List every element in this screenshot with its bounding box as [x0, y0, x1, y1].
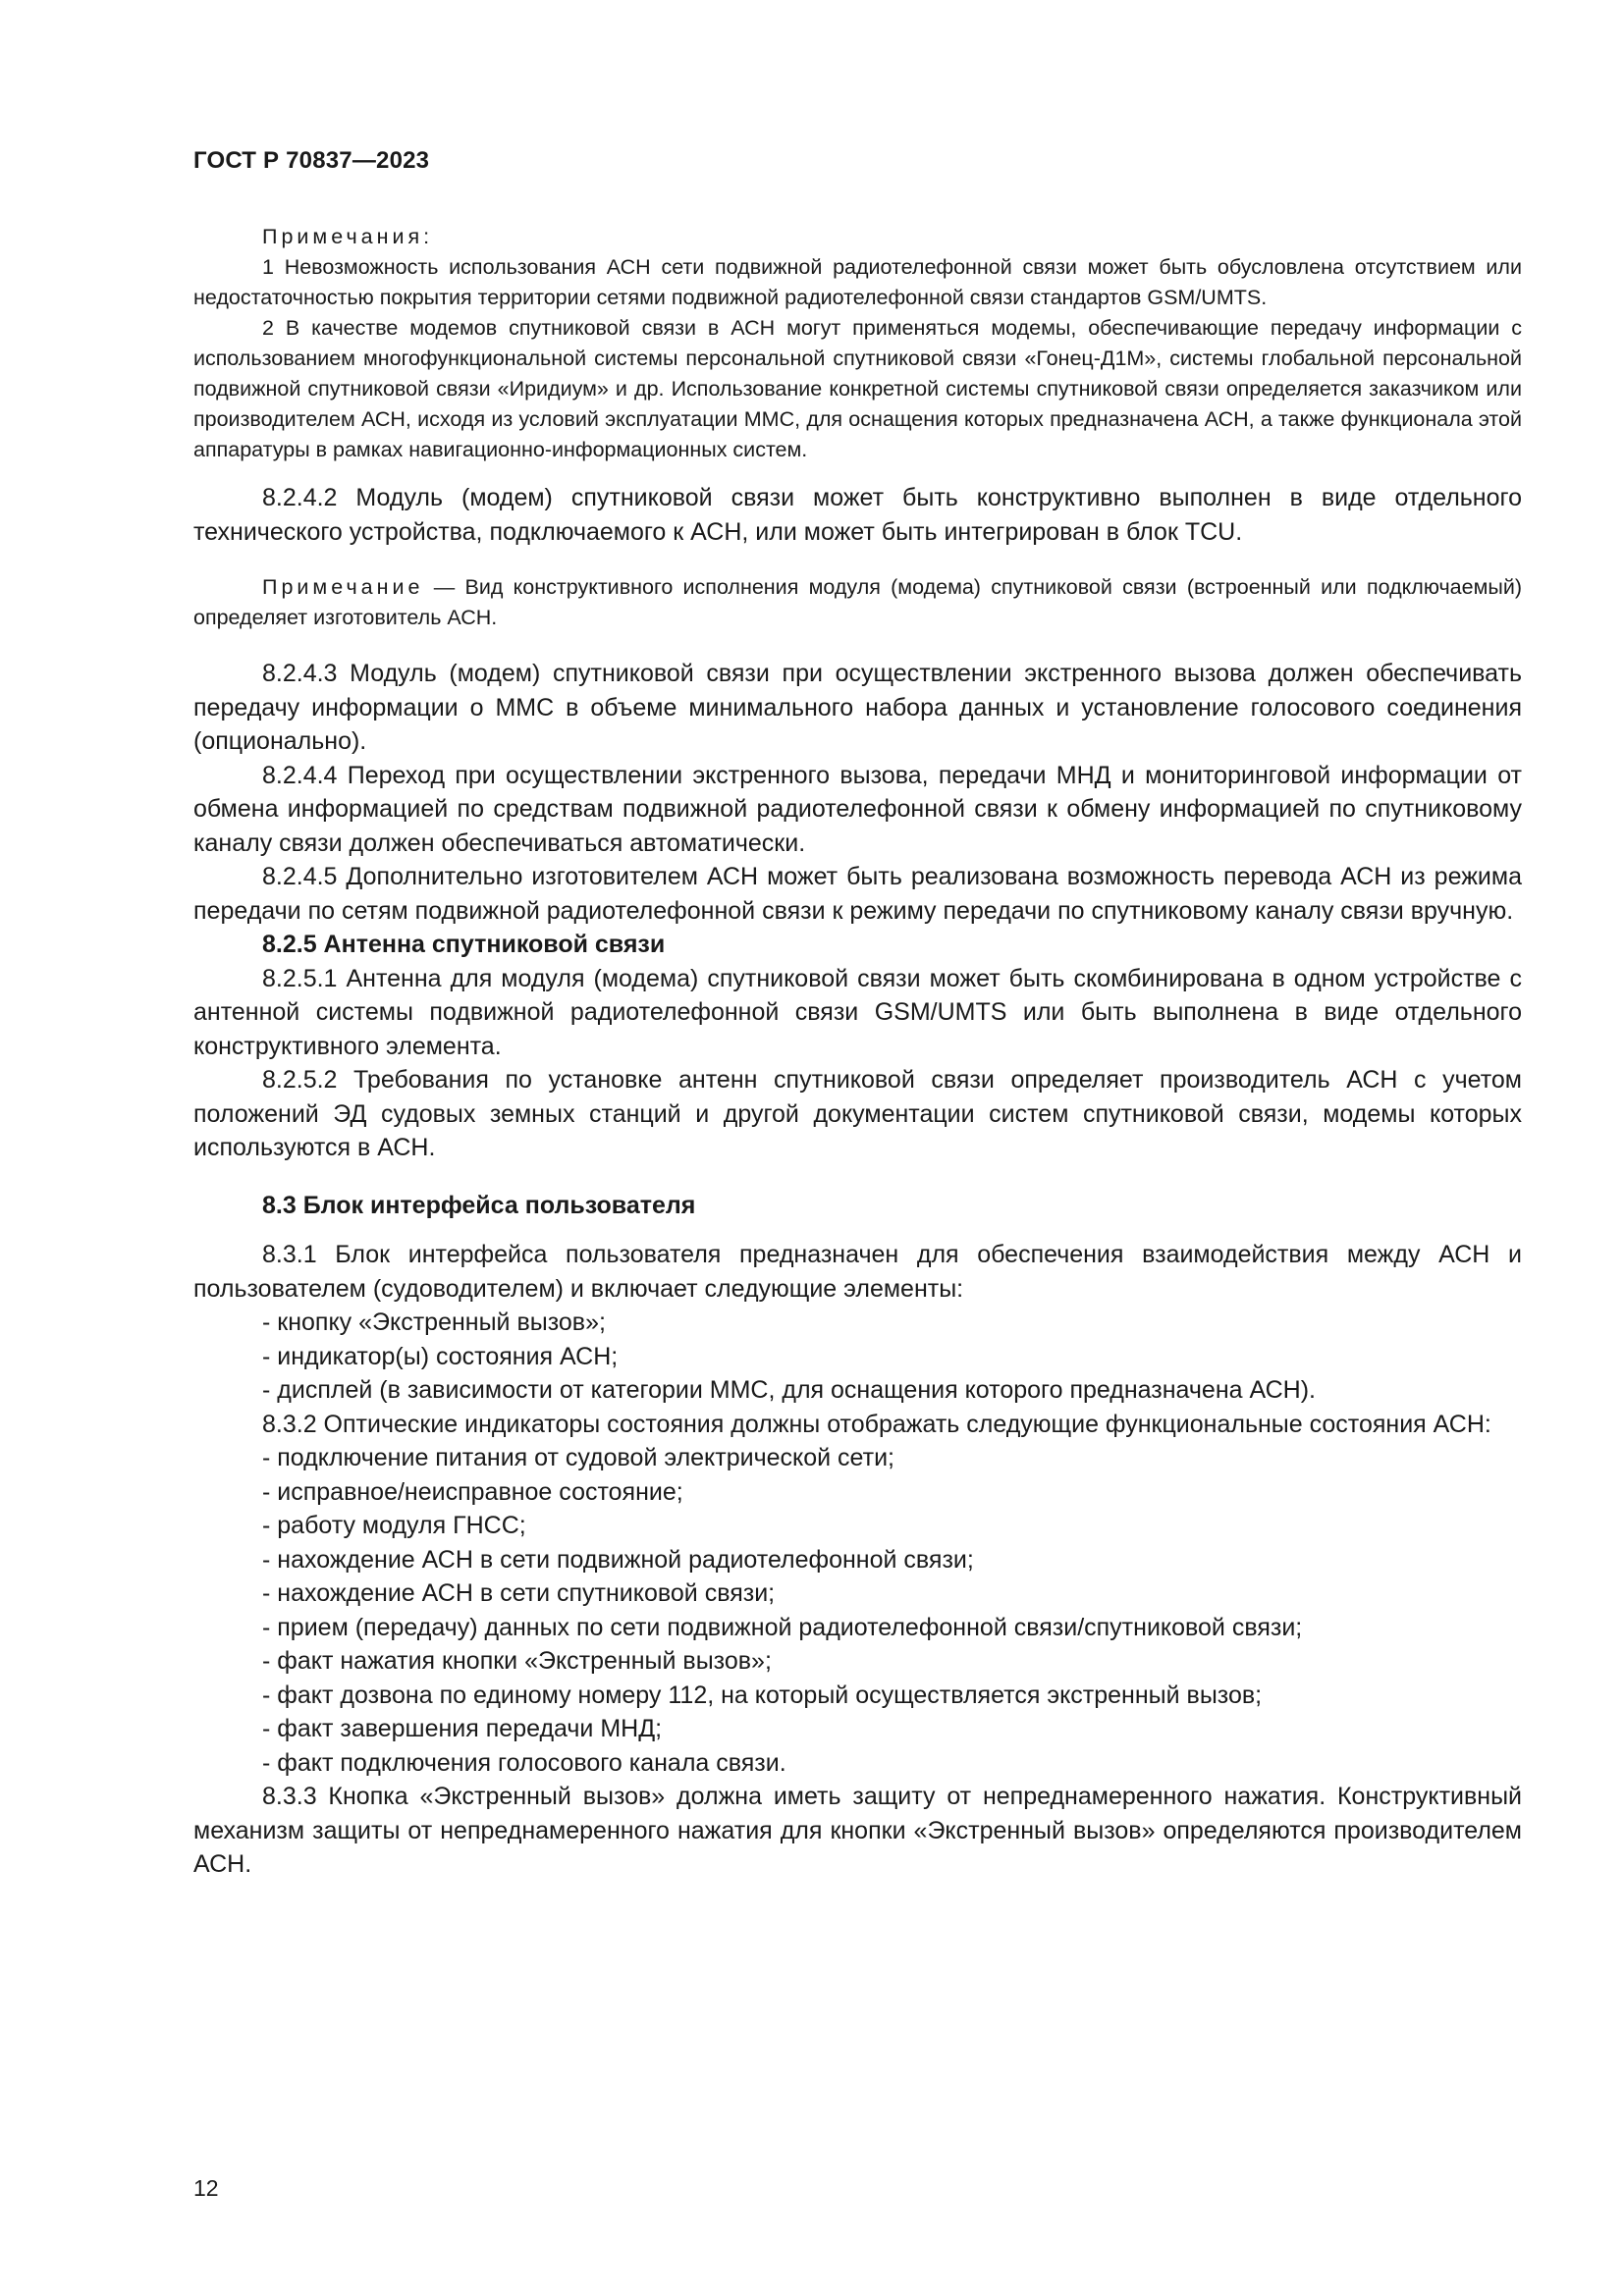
paragraph-8-3-1: 8.3.1 Блок интерфейса пользователя предназначен для обеспечения взаимодействия между АСН и пользователем (судоводителем) и включает следующие элементы: — [193, 1241, 1522, 1303]
list-item: - факт нажатия кнопки «Экстренный вызов»; — [262, 1647, 772, 1675]
list-item: - подключение питания от судовой электрической сети; — [262, 1444, 894, 1471]
heading-8-2-5: 8.2.5 Антенна спутниковой связи — [262, 931, 666, 958]
paragraph-8-3-3: 8.3.3 Кнопка «Экстренный вызов» должна иметь защиту от непреднамеренного нажатия. Конструктивный механизм защиты от непреднамеренного нажатия для кнопки «Экстренный вызов» определяются производителем АСН. — [193, 1783, 1522, 1878]
note-single — [193, 572, 1522, 633]
paragraph-8-2-5-1: 8.2.5.1 Антенна для модуля (модема) спутниковой связи может быть скомбинирована в одном устройстве с антенной системы подвижной радиотелефонной связи GSM/UMTS или быть выполнена в виде отдельного конструктивного элемента. — [193, 964, 1522, 1060]
paragraph-8-2-4-3: 8.2.4.3 Модуль (модем) спутниковой связи при осуществлении экстренного вызова должен обеспечивать передачу информации о ММС в объеме минимального набора данных и установление голосового соединения (опционально). — [193, 660, 1522, 755]
notes-title: Примечания: — [262, 225, 434, 248]
list-item: - индикатор(ы) состояния АСН; — [262, 1342, 619, 1370]
note-text: — Вид конструктивного исполнения модуля (модема) спутниковой связи (встроенный или подключаемый) определяет изготовитель АСН. — [193, 575, 1522, 629]
list-item: - нахождение АСН в сети подвижной радиотелефонной связи; — [262, 1545, 974, 1574]
list-item: - факт подключения голосового канала связи. — [262, 1748, 786, 1777]
section-8-3 — [193, 1189, 1522, 1882]
list-item: - прием (передачу) данных по сети подвижной радиотелефонной связи/спутниковой связи; — [262, 1613, 1303, 1641]
list-item: - факт завершения передачи МНД; — [262, 1715, 663, 1742]
notes-block — [193, 222, 1522, 465]
paragraph-8-2-5-2: 8.2.5.2 Требования по установке антенн спутниковой связи определяет производитель АСН с учетом положений ЭД судовых земных станций и другой документации систем спутниковой связи, модемы которых используются в АСН. — [193, 1066, 1522, 1161]
paragraph-8-3-2: 8.3.2 Оптические индикаторы состояния должны отображать следующие функциональные состояния АСН: — [262, 1410, 1491, 1438]
note-1: 1 Невозможность использования АСН сети подвижной радиотелефонной связи может быть обусловлена отсутствием или недостаточностью покрытия территории сетями подвижной радиотелефонной связи стандартов GSM/UMTS. — [193, 255, 1522, 309]
page-number: 12 — [193, 2175, 219, 2201]
paragraph-8-2-4-5: 8.2.4.5 Дополнительно изготовителем АСН может быть реализована возможность перевода АСН из режима передачи по сетям подвижной радиотелефонной связи к режиму передачи по спутниковому каналу связи вручную. — [193, 863, 1522, 925]
heading-8-3: 8.3 Блок интерфейса пользователя — [262, 1191, 696, 1219]
document-header: ГОСТ Р 70837—2023 — [193, 147, 430, 174]
list-item: - нахождение АСН в сети спутниковой связи; — [262, 1579, 776, 1607]
page-content — [193, 222, 1522, 1882]
section-8-2-4 — [193, 657, 1522, 1165]
list-item: - исправное/неисправное состояние; — [262, 1477, 683, 1506]
paragraph-8-2-4-4: 8.2.4.4 Переход при осуществлении экстренного вызова, передачи МНД и мониторинговой информации от обмена информацией по средствам подвижной радиотелефонной связи к обмену информацией по спутниковому каналу связи должен обеспечиваться автоматически. — [193, 761, 1522, 857]
note-2: 2 В качестве модемов спутниковой связи в АСН могут применяться модемы, обеспечивающие передачу информации с использованием многофункциональной системы персональной спутниковой связи «Гонец-Д1М», системы глобальной персональной подвижной спутниковой связи «Иридиум» и др. Использование конкретной системы спутниковой связи определяется заказчиком или производителем АСН, исходя из условий эксплуатации ММС, для оснащения которых предназначена АСН, а также функционала этой аппаратуры в рамках навигационно-информационных систем. — [193, 316, 1522, 461]
list-item: - дисплей (в зависимости от категории ММС, для оснащения которого предназначена АСН). — [262, 1376, 1316, 1404]
list-item: - факт дозвона по единому номеру 112, на который осуществляется экстренный вызов; — [262, 1681, 1263, 1709]
list-item: - кнопку «Экстренный вызов»; — [262, 1308, 606, 1336]
paragraph-8-2-4-2: 8.2.4.2 Модуль (модем) спутниковой связи может быть конструктивно выполнен в виде отдельного технического устройства, подключаемого к АСН, или может быть интегрирован в блок TCU. — [193, 484, 1522, 546]
list-item: - работу модуля ГНСС; — [262, 1512, 526, 1539]
note-label: Примечание — [262, 575, 424, 599]
